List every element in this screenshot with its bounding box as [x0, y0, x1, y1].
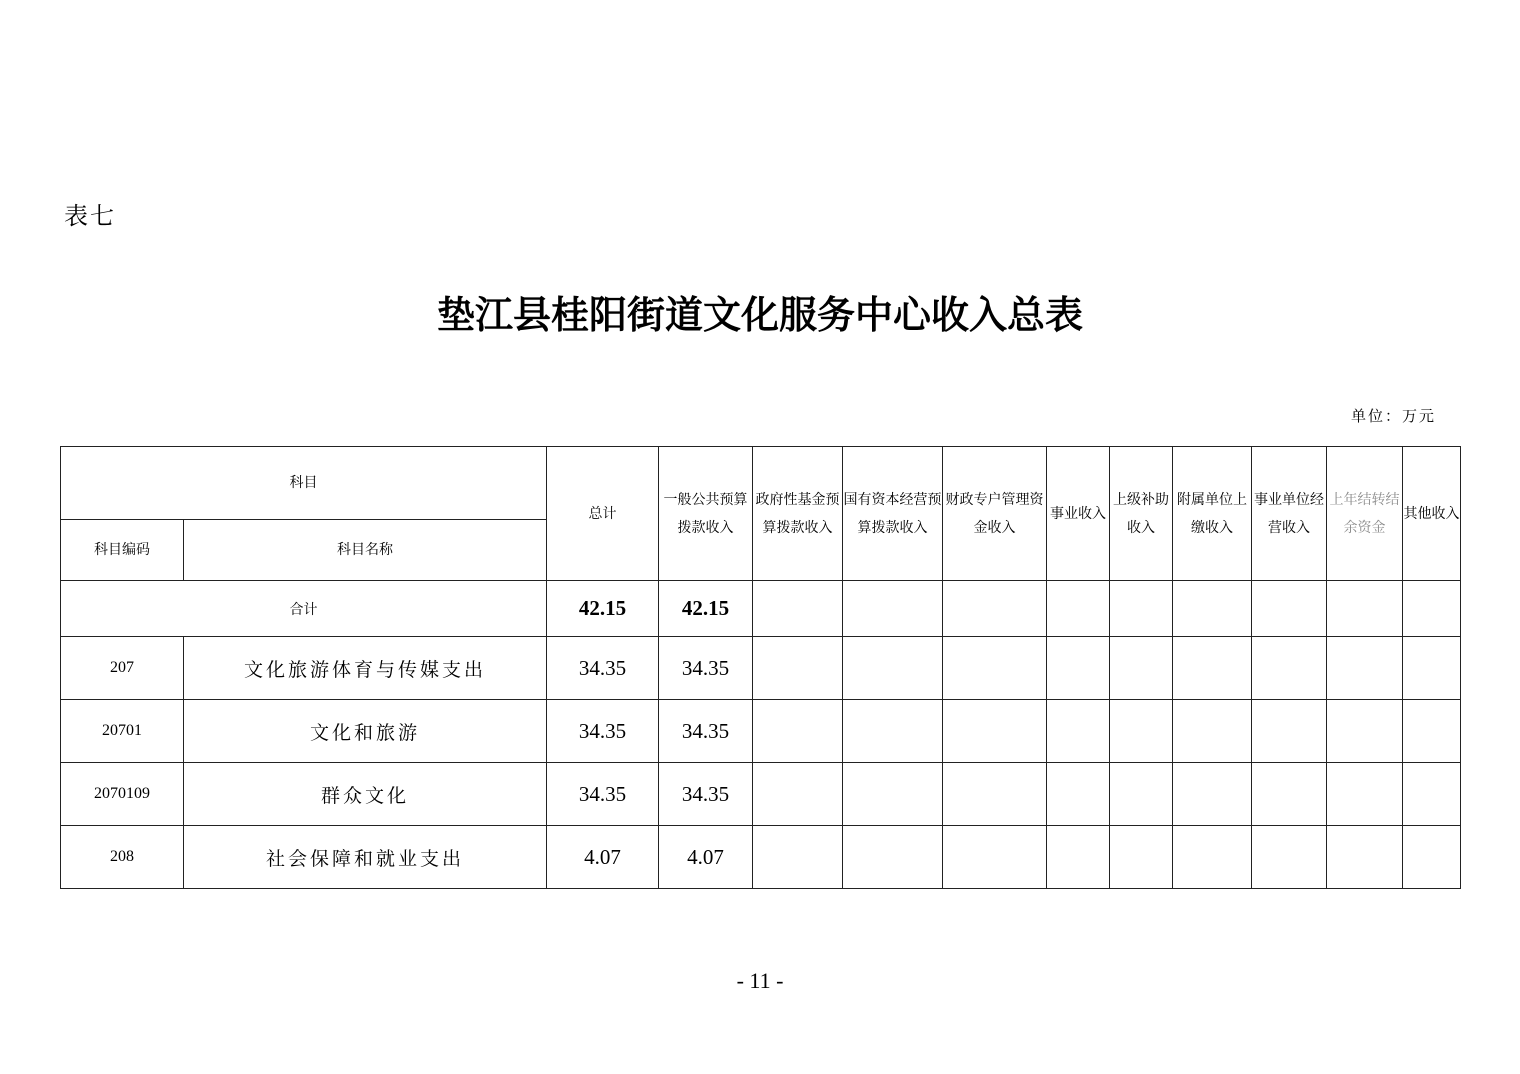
total-value	[1252, 581, 1327, 637]
header-total: 总计	[547, 447, 659, 581]
header-name: 科目名称	[184, 520, 547, 581]
row-value: 34.35	[659, 763, 753, 826]
row-value	[753, 637, 843, 700]
total-value: 42.15	[547, 581, 659, 637]
row-value	[1110, 763, 1173, 826]
row-value	[943, 700, 1047, 763]
row-value	[1327, 637, 1403, 700]
row-value	[943, 763, 1047, 826]
total-value	[1403, 581, 1461, 637]
row-value	[1110, 637, 1173, 700]
total-value	[753, 581, 843, 637]
row-value	[843, 826, 943, 889]
row-value	[1047, 763, 1110, 826]
row-value	[1327, 826, 1403, 889]
row-value: 34.35	[659, 700, 753, 763]
table-row	[61, 700, 1461, 763]
header-code: 科目编码	[61, 520, 184, 581]
row-value	[843, 763, 943, 826]
row-name: 群众文化	[184, 763, 547, 826]
row-value: 34.35	[659, 637, 753, 700]
total-value	[1173, 581, 1252, 637]
row-value	[943, 637, 1047, 700]
row-value: 34.35	[547, 763, 659, 826]
unit-label: 单位：万元	[1350, 407, 1436, 425]
header-gov-fund: 政府性基金预算拨款收入	[753, 447, 843, 581]
header-general-budget: 一般公共预算拨款收入	[659, 447, 753, 581]
row-value	[1403, 700, 1461, 763]
row-value: 34.35	[547, 637, 659, 700]
table-row	[61, 637, 1461, 700]
row-value	[1252, 700, 1327, 763]
row-value	[1173, 763, 1252, 826]
table-row	[61, 826, 1461, 889]
total-value	[943, 581, 1047, 637]
row-value	[753, 700, 843, 763]
header-state-capital: 国有资本经营预算拨款收入	[843, 447, 943, 581]
row-value: 4.07	[547, 826, 659, 889]
header-business-income: 事业收入	[1047, 447, 1110, 581]
row-value	[753, 763, 843, 826]
row-name: 文化和旅游	[184, 700, 547, 763]
row-name: 文化旅游体育与传媒支出	[184, 637, 547, 700]
table-label: 表七	[64, 202, 116, 230]
row-value	[1327, 700, 1403, 763]
header-special-account: 财政专户管理资金收入	[943, 447, 1047, 581]
row-value	[1047, 826, 1110, 889]
row-value	[1173, 637, 1252, 700]
row-value: 4.07	[659, 826, 753, 889]
row-value	[1403, 826, 1461, 889]
row-value	[1252, 826, 1327, 889]
row-value	[1173, 826, 1252, 889]
row-value	[843, 637, 943, 700]
total-value	[843, 581, 943, 637]
total-label: 合计	[61, 581, 547, 637]
row-name: 社会保障和就业支出	[184, 826, 547, 889]
income-summary-table	[60, 446, 1461, 889]
row-value	[1403, 763, 1461, 826]
row-value	[753, 826, 843, 889]
row-code: 207	[61, 637, 184, 700]
header-other-income: 其他收入	[1403, 447, 1461, 581]
total-row	[61, 581, 1461, 637]
header-affiliated-units: 附属单位上缴收入	[1173, 447, 1252, 581]
header-subject: 科目	[61, 447, 547, 520]
page-number: - 11 -	[736, 968, 784, 993]
row-code: 2070109	[61, 763, 184, 826]
row-value	[1110, 700, 1173, 763]
table-row	[61, 763, 1461, 826]
row-value	[1047, 700, 1110, 763]
row-value	[843, 700, 943, 763]
header-operating-income: 事业单位经营收入	[1252, 447, 1327, 581]
row-value	[1327, 763, 1403, 826]
row-value	[1403, 637, 1461, 700]
total-value	[1047, 581, 1110, 637]
row-value: 34.35	[547, 700, 659, 763]
row-code: 208	[61, 826, 184, 889]
row-value	[1110, 826, 1173, 889]
row-value	[1047, 637, 1110, 700]
row-value	[1252, 637, 1327, 700]
row-value	[1173, 700, 1252, 763]
row-value	[943, 826, 1047, 889]
row-code: 20701	[61, 700, 184, 763]
total-value: 42.15	[659, 581, 753, 637]
page-title: 垫江县桂阳街道文化服务中心收入总表	[436, 292, 1083, 337]
total-value	[1110, 581, 1173, 637]
total-value	[1327, 581, 1403, 637]
header-row-1	[61, 447, 1461, 520]
header-superior-subsidy: 上级补助收入	[1110, 447, 1173, 581]
header-carryover: 上年结转结余资金	[1327, 447, 1403, 581]
row-value	[1252, 763, 1327, 826]
